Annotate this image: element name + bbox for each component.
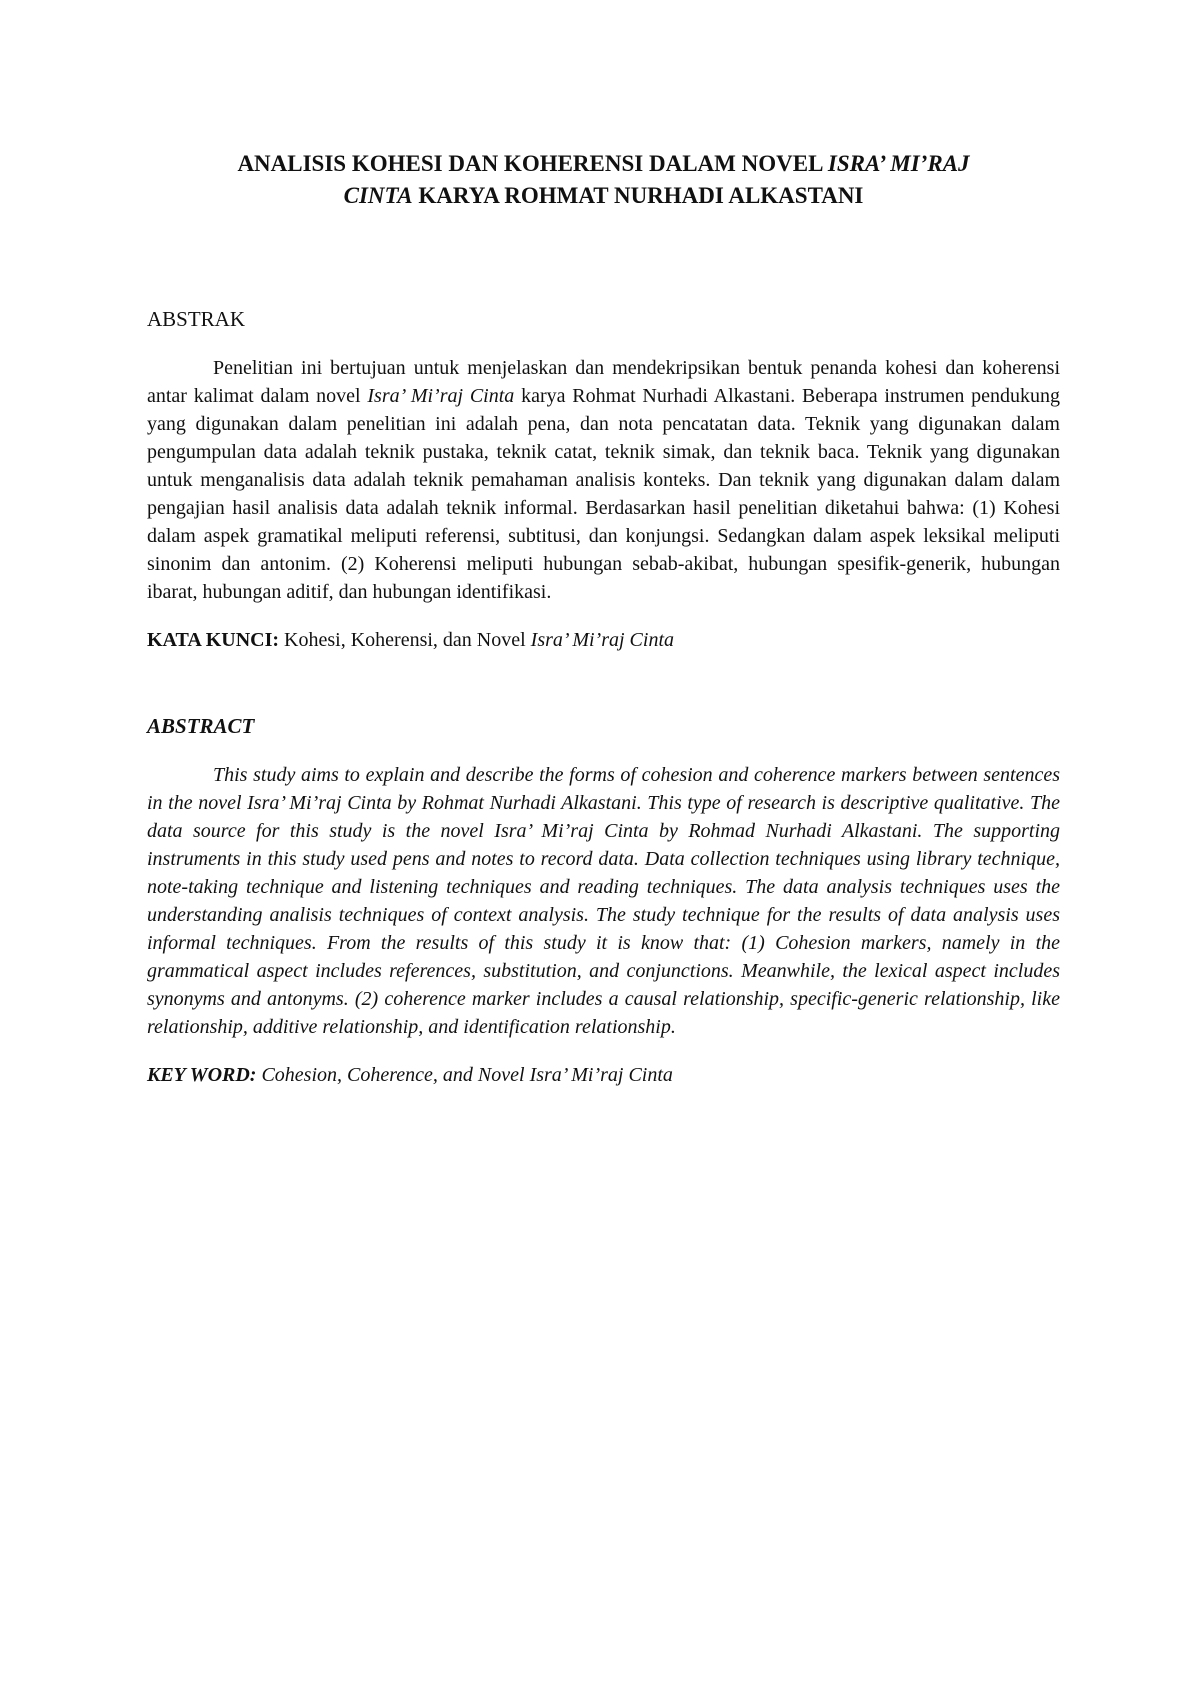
key-word-label: KEY WORD: <box>147 1064 257 1086</box>
paper-title <box>147 148 1060 212</box>
title-line2-regular: KARYA ROHMAT NURHADI ALKASTANI <box>412 183 864 208</box>
abstract-paragraph: This study aims to explain and describe the forms of cohesion and coherence markers between sentences in the novel Isra’ Mi’raj Cinta by Rohmat Nurhadi Alkastani. This type of research is descriptive qualitative. The data source for this study is the novel Isra’ Mi’raj Cinta by Rohmad Nurhadi Alkastani. The supporting instruments in this study used pens and notes to record data. Data collection techniques using library technique, note-taking technique and listening techniques and reading techniques. The data analysis techniques uses the understanding analisis techniques of context analysis. The study technique for the results of data analysis uses informal techniques. From the results of this study it is know that: (1) Cohesion markers, namely in the grammatical aspect includes references, substitution, and conjunctions. Meanwhile, the lexical aspect includes synonyms and antonyms. (2) coherence marker includes a causal relationship, specific-generic relationship, like relationship, additive relationship, and identification relationship. <box>147 764 1060 1038</box>
title-line2-italic: CINTA <box>343 183 413 208</box>
abstrak-heading: ABSTRAK <box>147 307 246 331</box>
abstrak-text-part1: Penelitian ini bertujuan untuk menjelaskan dan mendekripsikan bentuk penanda kohesi dan koherensi antar kalimat dalam novel <box>147 357 1060 407</box>
document-page <box>147 148 1060 1089</box>
kata-kunci-label: KATA KUNCI: <box>147 629 280 651</box>
title-line1-regular: ANALISIS KOHESI DAN KOHERENSI DALAM NOVEL <box>237 151 828 176</box>
key-word-text: Cohesion, Coherence, and Novel Isra’ Mi’raj Cinta <box>256 1064 673 1086</box>
abstrak-keywords <box>147 626 1060 654</box>
title-line-1 <box>147 148 1060 180</box>
abstract-keywords <box>147 1061 1060 1089</box>
kata-kunci-text: Kohesi, Koherensi, dan Novel <box>279 629 531 651</box>
abstrak-paragraph <box>147 354 1060 606</box>
abstrak-text-part2: karya Rohmat Nurhadi Alkastani. Beberapa instrumen pendukung yang digunakan dalam penelitian ini adalah pena, dan nota pencatatan data. Teknik yang digunakan dalam pengumpulan data adalah teknik pustaka, teknik catat, teknik simak, dan teknik baca. Teknik yang digunakan untuk menganalisis data adalah teknik pemahaman analisis konteks. Dan teknik yang digunakan dalam dalam pengajian hasil analisis data adalah teknik informal. Berdasarkan hasil penelitian diketahui bahwa: (1) Kohesi dalam aspek gramatikal meliputi referensi, subtitusi, dan konjungsi. Sedangkan dalam aspek leksikal meliputi sinonim dan antonim. (2) Koherensi meliputi hubungan sebab-akibat, hubungan spesifik-generik, hubungan ibarat, hubungan aditif, dan hubungan identifikasi. <box>147 385 1061 603</box>
title-line1-italic: ISRA’ MI’RAJ <box>827 151 970 176</box>
kata-kunci-italic: Isra’ Mi’raj Cinta <box>530 629 675 651</box>
abstract-heading: ABSTRACT <box>147 714 255 738</box>
title-line-2 <box>147 180 1060 212</box>
abstrak-novel-title: Isra’ Mi’raj Cinta <box>367 385 515 407</box>
